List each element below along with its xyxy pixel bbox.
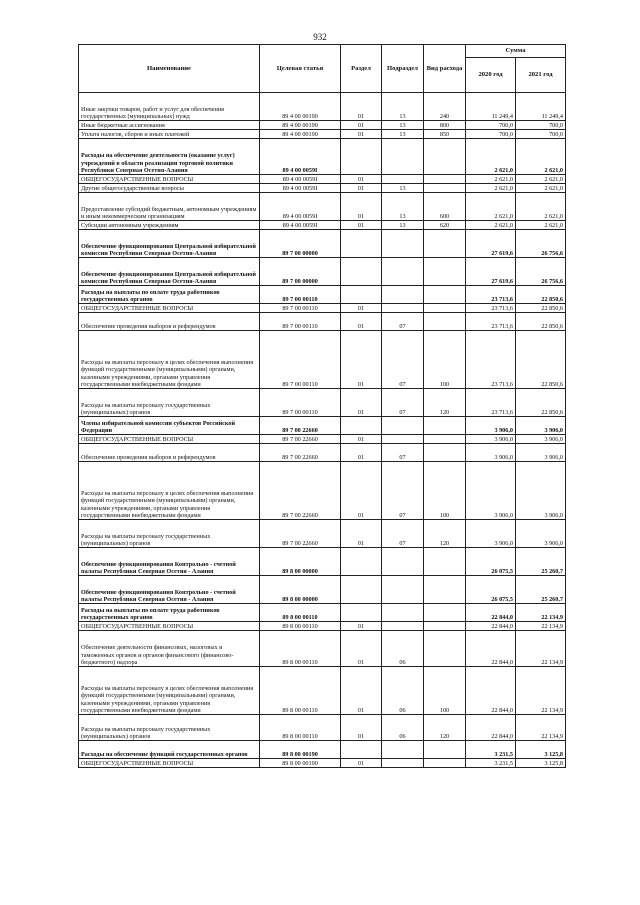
header-code: Целевая статья xyxy=(260,45,341,93)
row-section: 01 xyxy=(341,175,382,184)
header-year-2021: 2021 год xyxy=(516,58,566,93)
row-expense-type xyxy=(424,631,466,667)
row-expense-type xyxy=(424,604,466,622)
row-amount-2020: 22 844,0 xyxy=(466,667,516,715)
row-amount-2020: 2 621,0 xyxy=(466,139,516,175)
row-name: Расходы на выплаты персоналу в целях обеспечения выполнения функций государственными (муниципальными) органами, казенными учреждениями, органами управления государственными внебюджетными фондами xyxy=(79,331,260,389)
row-name: Обеспечение функционирования Центральной избирательной комиссии Республики Северная Осетия-Алания xyxy=(79,230,260,258)
row-name: Субсидии автономным учреждениям xyxy=(79,221,260,230)
table-row xyxy=(79,331,566,389)
row-name: Расходы на обеспечение деятельности (оказание услуг) учреждений в области реализации торговой политики Республики Северная Осетия-Алания xyxy=(79,139,260,175)
row-amount-2020: 11 249,4 xyxy=(466,93,516,121)
row-expense-type: 100 xyxy=(424,462,466,520)
table-row xyxy=(79,759,566,768)
row-amount-2020: 27 619,6 xyxy=(466,230,516,258)
row-amount-2021: 3 906,0 xyxy=(516,444,566,462)
row-amount-2021: 3 906,0 xyxy=(516,435,566,444)
table-row xyxy=(79,93,566,121)
table-row xyxy=(79,715,566,741)
row-amount-2020: 3 906,0 xyxy=(466,444,516,462)
row-name: ОБЩЕГОСУДАРСТВЕННЫЕ ВОПРОСЫ xyxy=(79,175,260,184)
row-code: 89 8 00 00190 xyxy=(260,741,341,759)
row-subsection xyxy=(382,548,424,576)
row-subsection xyxy=(382,175,424,184)
row-expense-type xyxy=(424,286,466,304)
row-code: 89 7 00 22660 xyxy=(260,444,341,462)
row-subsection xyxy=(382,576,424,604)
row-expense-type xyxy=(424,548,466,576)
row-name: ОБЩЕГОСУДАРСТВЕННЫЕ ВОПРОСЫ xyxy=(79,622,260,631)
table-row xyxy=(79,389,566,417)
table-row xyxy=(79,417,566,435)
row-code: 89 4 00 0059I xyxy=(260,221,341,230)
row-subsection: 06 xyxy=(382,631,424,667)
row-expense-type xyxy=(424,741,466,759)
row-amount-2020: 3 906,0 xyxy=(466,520,516,548)
table-row xyxy=(79,193,566,221)
row-section: 01 xyxy=(341,462,382,520)
row-name: Расходы на выплаты по оплате труда работников государственных органов xyxy=(79,286,260,304)
row-amount-2021: 22 134,9 xyxy=(516,622,566,631)
row-section: 01 xyxy=(341,715,382,741)
row-name: Обеспечение проведения выборов и референдумов xyxy=(79,313,260,331)
row-amount-2020: 22 844,0 xyxy=(466,715,516,741)
row-amount-2021: 700,0 xyxy=(516,121,566,130)
row-amount-2021: 26 756,6 xyxy=(516,258,566,286)
table-row xyxy=(79,258,566,286)
row-expense-type: 800 xyxy=(424,121,466,130)
row-amount-2021: 700,0 xyxy=(516,130,566,139)
row-amount-2021: 11 249,4 xyxy=(516,93,566,121)
row-expense-type: 850 xyxy=(424,130,466,139)
row-subsection: 13 xyxy=(382,93,424,121)
table-row xyxy=(79,304,566,313)
row-expense-type xyxy=(424,759,466,768)
table-body xyxy=(79,93,566,768)
row-section xyxy=(341,604,382,622)
row-subsection xyxy=(382,258,424,286)
row-section: 01 xyxy=(341,389,382,417)
table-row xyxy=(79,741,566,759)
row-amount-2021: 22 134,9 xyxy=(516,715,566,741)
row-code: 89 7 00 22660 xyxy=(260,435,341,444)
table-row xyxy=(79,520,566,548)
table-row xyxy=(79,139,566,175)
row-name: Уплата налогов, сборов и иных платежей xyxy=(79,130,260,139)
row-expense-type: 100 xyxy=(424,331,466,389)
row-code: 89 7 00 00110 xyxy=(260,304,341,313)
row-subsection xyxy=(382,286,424,304)
table-row xyxy=(79,230,566,258)
row-code: 89 4 00 00190 xyxy=(260,121,341,130)
row-expense-type xyxy=(424,175,466,184)
row-code: 89 8 00 00000 xyxy=(260,548,341,576)
row-amount-2021: 22 134,9 xyxy=(516,667,566,715)
row-expense-type: 120 xyxy=(424,715,466,741)
row-amount-2021: 22 850,6 xyxy=(516,389,566,417)
row-subsection xyxy=(382,435,424,444)
row-amount-2020: 2 621,0 xyxy=(466,175,516,184)
row-code: 89 7 00 22660 xyxy=(260,520,341,548)
table-row xyxy=(79,286,566,304)
row-code: 89 4 00 0059I xyxy=(260,193,341,221)
row-subsection xyxy=(382,604,424,622)
row-name: Расходы на выплаты персоналу государственных (муниципальных) органов xyxy=(79,715,260,741)
table-row xyxy=(79,435,566,444)
row-name: ОБЩЕГОСУДАРСТВЕННЫЕ ВОПРОСЫ xyxy=(79,435,260,444)
row-subsection: 07 xyxy=(382,462,424,520)
row-expense-type xyxy=(424,139,466,175)
header-subsection: Подраздел xyxy=(382,45,424,93)
row-amount-2020: 2 621,0 xyxy=(466,221,516,230)
row-code: 89 7 00 00110 xyxy=(260,389,341,417)
row-expense-type: 600 xyxy=(424,193,466,221)
row-amount-2021: 2 621,0 xyxy=(516,221,566,230)
row-subsection: 07 xyxy=(382,331,424,389)
row-amount-2021: 3 125,8 xyxy=(516,759,566,768)
row-code: 89 8 00 00110 xyxy=(260,631,341,667)
row-section: 01 xyxy=(341,667,382,715)
row-section xyxy=(341,741,382,759)
row-expense-type xyxy=(424,313,466,331)
row-amount-2021: 25 260,7 xyxy=(516,548,566,576)
table-row xyxy=(79,604,566,622)
row-subsection xyxy=(382,139,424,175)
row-subsection xyxy=(382,759,424,768)
row-name: ОБЩЕГОСУДАРСТВЕННЫЕ ВОПРОСЫ xyxy=(79,759,260,768)
row-name: ОБЩЕГОСУДАРСТВЕННЫЕ ВОПРОСЫ xyxy=(79,304,260,313)
row-amount-2020: 22 844,0 xyxy=(466,631,516,667)
row-amount-2020: 23 713,6 xyxy=(466,313,516,331)
row-expense-type: 120 xyxy=(424,520,466,548)
row-subsection: 07 xyxy=(382,389,424,417)
row-amount-2021: 22 850,6 xyxy=(516,304,566,313)
row-amount-2020: 27 619,6 xyxy=(466,258,516,286)
row-amount-2020: 23 713,6 xyxy=(466,331,516,389)
row-expense-type: 120 xyxy=(424,389,466,417)
table-row xyxy=(79,622,566,631)
row-section: 01 xyxy=(341,622,382,631)
row-code: 89 7 00 00000 xyxy=(260,258,341,286)
row-amount-2021: 2 621,0 xyxy=(516,175,566,184)
table-row xyxy=(79,548,566,576)
row-subsection: 07 xyxy=(382,313,424,331)
row-amount-2021: 25 260,7 xyxy=(516,576,566,604)
row-code: 89 7 00 00110 xyxy=(260,331,341,389)
row-section: 01 xyxy=(341,631,382,667)
row-subsection: 13 xyxy=(382,184,424,193)
header-sum: Сумма xyxy=(466,45,566,58)
row-section: 01 xyxy=(341,121,382,130)
row-amount-2021: 2 621,0 xyxy=(516,184,566,193)
row-name: Расходы на выплаты персоналу государственных (муниципальных) органов xyxy=(79,389,260,417)
header-name: Наименование xyxy=(79,45,260,93)
table-row xyxy=(79,462,566,520)
row-amount-2021: 22 850,6 xyxy=(516,313,566,331)
row-name: Предоставление субсидий бюджетным, автономным учреждениям и иным некоммерческим организациям xyxy=(79,193,260,221)
row-name: Обеспечение функционирования Контрольно - счетной палаты Республики Северная Осетия - Алания xyxy=(79,576,260,604)
row-code: 89 7 00 00000 xyxy=(260,230,341,258)
row-name: Расходы на выплаты персоналу в целях обеспечения выполнения функций государственными (муниципальными) органами, казенными учреждениями, органами управления государственными внебюджетными фондами xyxy=(79,667,260,715)
row-section: 01 xyxy=(341,331,382,389)
row-name: Обеспечение деятельности финансовых, налоговых и таможенных органов и органов финансового (финансово-бюджетного) надзора xyxy=(79,631,260,667)
row-section: 01 xyxy=(341,221,382,230)
row-section: 01 xyxy=(341,193,382,221)
row-subsection: 06 xyxy=(382,715,424,741)
row-subsection: 13 xyxy=(382,193,424,221)
row-amount-2021: 3 125,8 xyxy=(516,741,566,759)
row-amount-2020: 26 075,5 xyxy=(466,548,516,576)
row-amount-2021: 3 906,0 xyxy=(516,520,566,548)
row-code: 89 4 00 0059I xyxy=(260,139,341,175)
row-name: Обеспечение проведения выборов и референдумов xyxy=(79,444,260,462)
row-amount-2020: 26 075,5 xyxy=(466,576,516,604)
row-subsection: 06 xyxy=(382,667,424,715)
row-name: Обеспечение функционирования Контрольно - счетной палаты Республики Северная Осетия - Алания xyxy=(79,548,260,576)
row-name: Иные закупки товаров, работ и услуг для обеспечения государственных (муниципальных) нужд xyxy=(79,93,260,121)
row-code: 89 4 00 0059I xyxy=(260,175,341,184)
row-expense-type xyxy=(424,184,466,193)
row-amount-2020: 22 844,0 xyxy=(466,622,516,631)
row-subsection xyxy=(382,304,424,313)
budget-table xyxy=(78,44,566,768)
table-row xyxy=(79,667,566,715)
row-expense-type xyxy=(424,417,466,435)
row-amount-2021: 22 850,6 xyxy=(516,286,566,304)
row-subsection: 13 xyxy=(382,221,424,230)
row-amount-2021: 26 756,6 xyxy=(516,230,566,258)
row-name: Обеспечение функционирования Центральной избирательной комиссии Республики Северная Осетия-Алания xyxy=(79,258,260,286)
row-amount-2020: 2 621,0 xyxy=(466,184,516,193)
row-amount-2020: 700,0 xyxy=(466,121,516,130)
table-row xyxy=(79,184,566,193)
row-section: 01 xyxy=(341,93,382,121)
table-row xyxy=(79,576,566,604)
header-year-2020: 2020 год xyxy=(466,58,516,93)
row-amount-2020: 3 906,0 xyxy=(466,462,516,520)
row-section: 01 xyxy=(341,313,382,331)
row-expense-type xyxy=(424,258,466,286)
row-amount-2021: 22 850,6 xyxy=(516,331,566,389)
row-expense-type xyxy=(424,304,466,313)
row-amount-2020: 3 906,0 xyxy=(466,417,516,435)
row-subsection xyxy=(382,230,424,258)
row-name: Расходы на выплаты по оплате труда работников государственных органов xyxy=(79,604,260,622)
row-amount-2020: 22 844,0 xyxy=(466,604,516,622)
row-code: 89 4 00 00190 xyxy=(260,130,341,139)
row-amount-2021: 2 621,0 xyxy=(516,193,566,221)
row-amount-2020: 2 621,0 xyxy=(466,193,516,221)
row-expense-type: 100 xyxy=(424,667,466,715)
row-section: 01 xyxy=(341,304,382,313)
row-expense-type xyxy=(424,622,466,631)
header-section: Раздел xyxy=(341,45,382,93)
row-amount-2021: 22 134,9 xyxy=(516,631,566,667)
row-amount-2020: 3 906,0 xyxy=(466,435,516,444)
row-code: 89 8 00 00110 xyxy=(260,622,341,631)
row-section xyxy=(341,286,382,304)
row-name: Расходы на обеспечение функций государственных органов xyxy=(79,741,260,759)
row-section: 01 xyxy=(341,130,382,139)
row-section xyxy=(341,230,382,258)
row-expense-type xyxy=(424,230,466,258)
table-row xyxy=(79,121,566,130)
row-expense-type: 620 xyxy=(424,221,466,230)
row-section xyxy=(341,576,382,604)
row-code: 89 7 00 22660 xyxy=(260,462,341,520)
row-section: 01 xyxy=(341,444,382,462)
row-subsection xyxy=(382,417,424,435)
row-subsection: 07 xyxy=(382,444,424,462)
row-amount-2021: 3 906,0 xyxy=(516,462,566,520)
row-amount-2020: 3 231,5 xyxy=(466,741,516,759)
table-row xyxy=(79,444,566,462)
row-expense-type: 240 xyxy=(424,93,466,121)
row-amount-2020: 23 713,6 xyxy=(466,286,516,304)
table-row xyxy=(79,130,566,139)
row-code: 89 8 00 00190 xyxy=(260,759,341,768)
row-subsection: 13 xyxy=(382,121,424,130)
row-amount-2020: 3 231,5 xyxy=(466,759,516,768)
table-row xyxy=(79,313,566,331)
row-subsection xyxy=(382,741,424,759)
row-code: 89 8 00 00110 xyxy=(260,715,341,741)
table-row xyxy=(79,221,566,230)
row-section xyxy=(341,548,382,576)
row-section xyxy=(341,258,382,286)
row-expense-type xyxy=(424,435,466,444)
row-subsection: 07 xyxy=(382,520,424,548)
row-subsection xyxy=(382,622,424,631)
row-name: Иные бюджетные ассигнования xyxy=(79,121,260,130)
row-code: 89 8 00 00110 xyxy=(260,667,341,715)
row-section: 01 xyxy=(341,520,382,548)
header-expense-type: Вид расхода xyxy=(424,45,466,93)
row-section: 01 xyxy=(341,184,382,193)
page-number: 932 xyxy=(313,32,327,42)
row-section xyxy=(341,139,382,175)
row-name: Расходы на выплаты персоналу государственных (муниципальных) органов xyxy=(79,520,260,548)
row-expense-type xyxy=(424,576,466,604)
row-name: Расходы на выплаты персоналу в целях обеспечения выполнения функций государственными (муниципальными) органами, казенными учреждениями, органами управления государственными внебюджетными фондами xyxy=(79,462,260,520)
row-code: 89 8 00 00000 xyxy=(260,576,341,604)
row-amount-2021: 22 134,9 xyxy=(516,604,566,622)
row-code: 89 7 00 22660 xyxy=(260,417,341,435)
table-row xyxy=(79,175,566,184)
row-name: Члены избирательной комиссии субъектов Российской Федерации xyxy=(79,417,260,435)
table-row xyxy=(79,631,566,667)
row-section xyxy=(341,417,382,435)
row-expense-type xyxy=(424,444,466,462)
row-code: 89 4 00 0059I xyxy=(260,184,341,193)
row-section: 01 xyxy=(341,759,382,768)
row-code: 89 8 00 00110 xyxy=(260,604,341,622)
row-section: 01 xyxy=(341,435,382,444)
row-code: 89 7 00 00110 xyxy=(260,286,341,304)
row-code: 89 4 00 00190 xyxy=(260,93,341,121)
row-code: 89 7 00 00110 xyxy=(260,313,341,331)
row-amount-2021: 2 621,0 xyxy=(516,139,566,175)
row-amount-2020: 23 713,6 xyxy=(466,304,516,313)
row-subsection: 13 xyxy=(382,130,424,139)
row-amount-2020: 23 713,6 xyxy=(466,389,516,417)
row-amount-2020: 700,0 xyxy=(466,130,516,139)
row-amount-2021: 3 906,0 xyxy=(516,417,566,435)
row-name: Другие общегосударственные вопросы xyxy=(79,184,260,193)
